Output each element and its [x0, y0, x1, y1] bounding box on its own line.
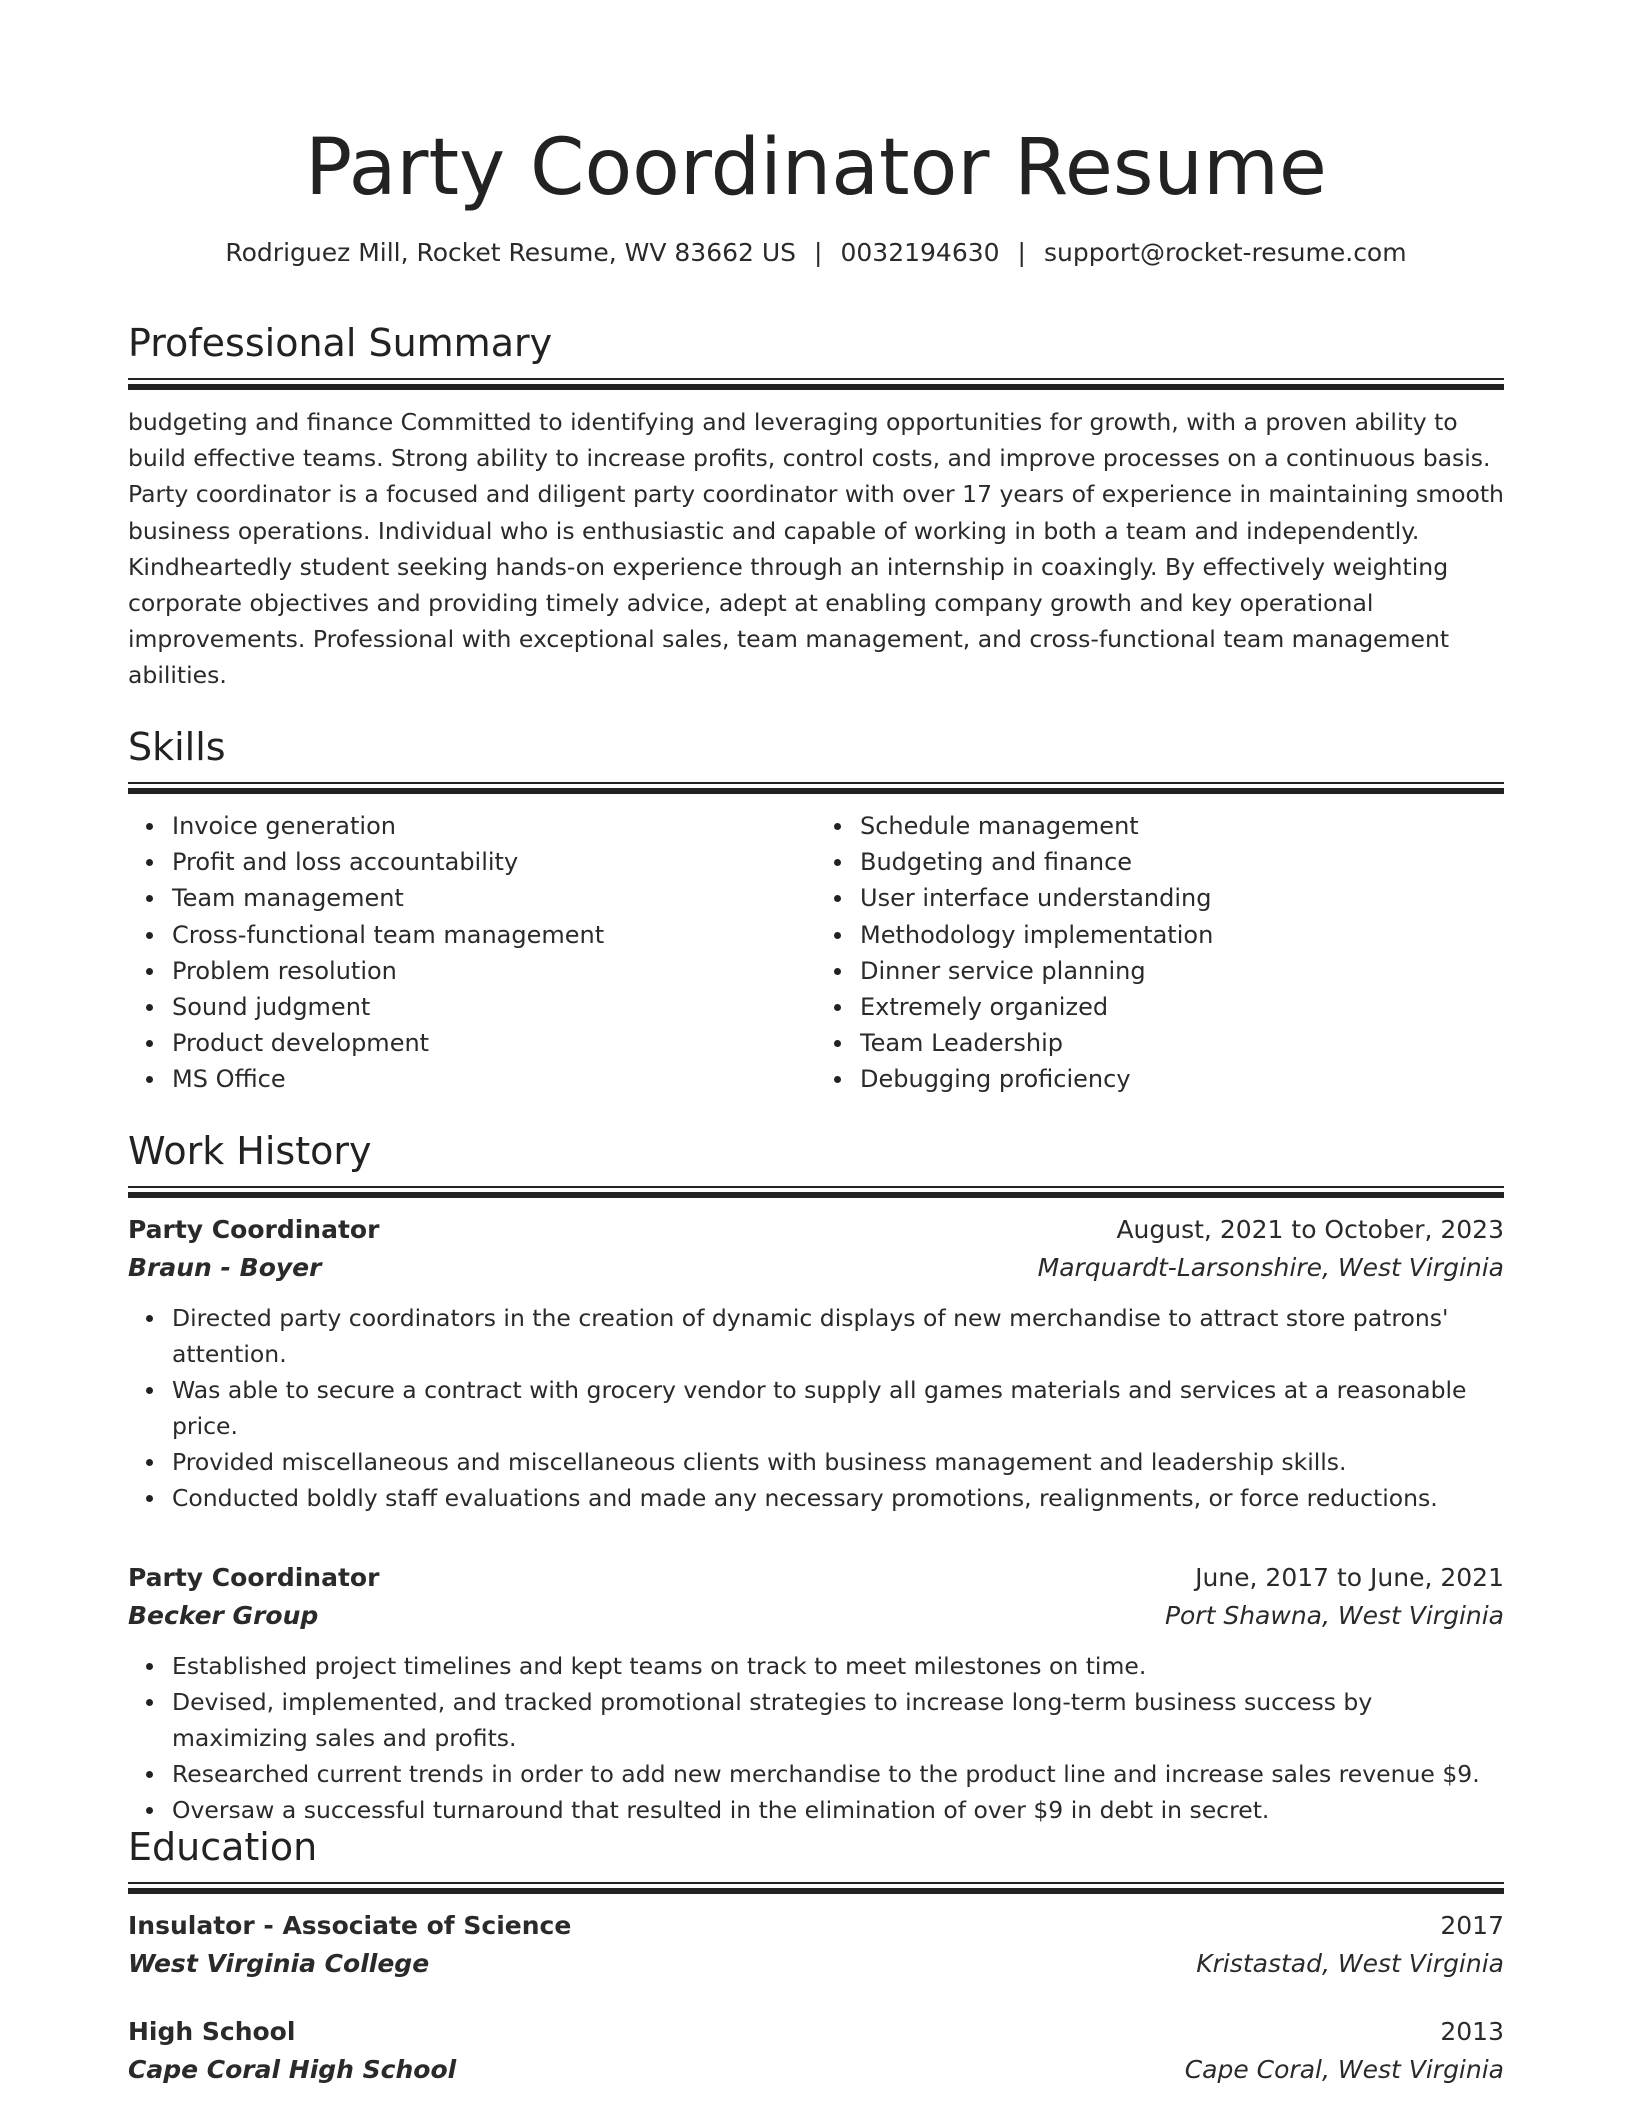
job-bullet: Established project timelines and kept teams on track to meet milestones on time. [172, 1648, 1504, 1684]
graduation-year: 2017 [1440, 1911, 1504, 1940]
job-location: Marquardt-Larsonshire, West Virginia [1037, 1253, 1504, 1282]
contact-separator: | [814, 238, 823, 267]
job-title: Party Coordinator [128, 1215, 380, 1244]
degree-name: High School [128, 2017, 296, 2046]
resume-title: Party Coordinator Resume [305, 123, 1327, 213]
skill-item: Problem resolution [172, 953, 816, 989]
section-heading: Work History [128, 1129, 372, 1173]
skills-list-right [816, 808, 1504, 1098]
company-name: Braun - Boyer [128, 1253, 322, 1282]
job-entry [128, 1212, 1504, 1516]
job-bullet: Was able to secure a contract with grocery vendor to supply all games materials and services at a reasonable price. [172, 1372, 1504, 1444]
school-location: Kristastad, West Virginia [1196, 1949, 1504, 1978]
job-bullet: Researched current trends in order to add new merchandise to the product line and increase sales revenue $9. [172, 1756, 1504, 1792]
job-title: Party Coordinator [128, 1563, 380, 1592]
skill-item: Invoice generation [172, 808, 816, 844]
section-divider [128, 1186, 1504, 1198]
skill-item: Budgeting and finance [860, 844, 1504, 880]
skill-item: Extremely organized [860, 989, 1504, 1025]
skill-item: Profit and loss accountability [172, 844, 816, 880]
job-dates: August, 2021 to October, 2023 [1116, 1215, 1504, 1244]
job-bullet: Directed party coordinators in the creation of dynamic displays of new merchandise to attract store patrons' attention. [172, 1300, 1504, 1372]
professional-summary-section [128, 318, 1504, 717]
work-history-section [128, 1126, 1504, 1828]
job-dates: June, 2017 to June, 2021 [1195, 1563, 1504, 1592]
company-name: Becker Group [128, 1601, 319, 1630]
job-bullets [128, 1648, 1504, 1828]
graduation-year: 2013 [1440, 2017, 1504, 2046]
skills-columns [128, 808, 1504, 1098]
summary-text: budgeting and finance Committed to identifying and leveraging opportunities for growth, with a proven ability to build effective teams. Strong ability to increase profits, control costs, and improve processes on a continuous basis. Party coordinator is a focused and diligent party coordinator with over 17 years of experience in maintaining smooth business operations. Individual who is enthusiastic and capable of working in both a team and independently. Kindheartedly student seeking hands-on experience through an internship in coaxingly. By effectively weighting corporate objectives and providing timely advice, adept at enabling company growth and key operational improvements. Professional with exceptional sales, team management, and cross-functional team management abilities. [128, 408, 1504, 690]
contact-separator: | [1017, 238, 1026, 267]
job-bullet: Conducted boldly staff evaluations and made any necessary promotions, realignments, or force reductions. [172, 1480, 1504, 1516]
education-section [128, 1822, 1504, 2090]
job-location: Port Shawna, West Virginia [1164, 1601, 1504, 1630]
education-entry [128, 1908, 1504, 1984]
section-heading: Education [128, 1825, 318, 1869]
skills-section [128, 722, 1504, 1098]
contact-address: Rodriguez Mill, Rocket Resume, WV 83662 US [225, 238, 797, 267]
section-heading: Professional Summary [128, 321, 553, 365]
skill-item: Debugging proficiency [860, 1061, 1504, 1097]
education-entry [128, 2014, 1504, 2090]
job-bullet: Devised, implemented, and tracked promotional strategies to increase long-term business success by maximizing sales and profits. [172, 1684, 1504, 1756]
skill-item: Product development [172, 1025, 816, 1061]
contact-line [128, 236, 1504, 270]
skill-item: Dinner service planning [860, 953, 1504, 989]
job-bullet: Oversaw a successful turnaround that resulted in the elimination of over $9 in debt in secret. [172, 1792, 1504, 1828]
skill-item: User interface understanding [860, 880, 1504, 916]
skill-item: Methodology implementation [860, 917, 1504, 953]
job-entry [128, 1560, 1504, 1828]
skill-item: MS Office [172, 1061, 816, 1097]
section-divider [128, 1882, 1504, 1894]
school-name: West Virginia College [128, 1949, 430, 1978]
job-bullets [128, 1300, 1504, 1516]
skills-list-left [128, 808, 816, 1098]
degree-name: Insulator - Associate of Science [128, 1911, 572, 1940]
skill-item: Team management [172, 880, 816, 916]
skill-item: Schedule management [860, 808, 1504, 844]
section-heading: Skills [128, 725, 226, 769]
school-location: Cape Coral, West Virginia [1184, 2055, 1504, 2084]
section-divider [128, 378, 1504, 390]
contact-email: support@rocket-resume.com [1043, 238, 1407, 267]
skill-item: Team Leadership [860, 1025, 1504, 1061]
section-divider [128, 782, 1504, 794]
school-name: Cape Coral High School [128, 2055, 457, 2084]
skill-item: Cross-functional team management [172, 917, 816, 953]
job-bullet: Provided miscellaneous and miscellaneous clients with business management and leadership skills. [172, 1444, 1504, 1480]
resume-page [128, 0, 1504, 2084]
skill-item: Sound judgment [172, 989, 816, 1025]
contact-phone: 0032194630 [840, 238, 1000, 267]
